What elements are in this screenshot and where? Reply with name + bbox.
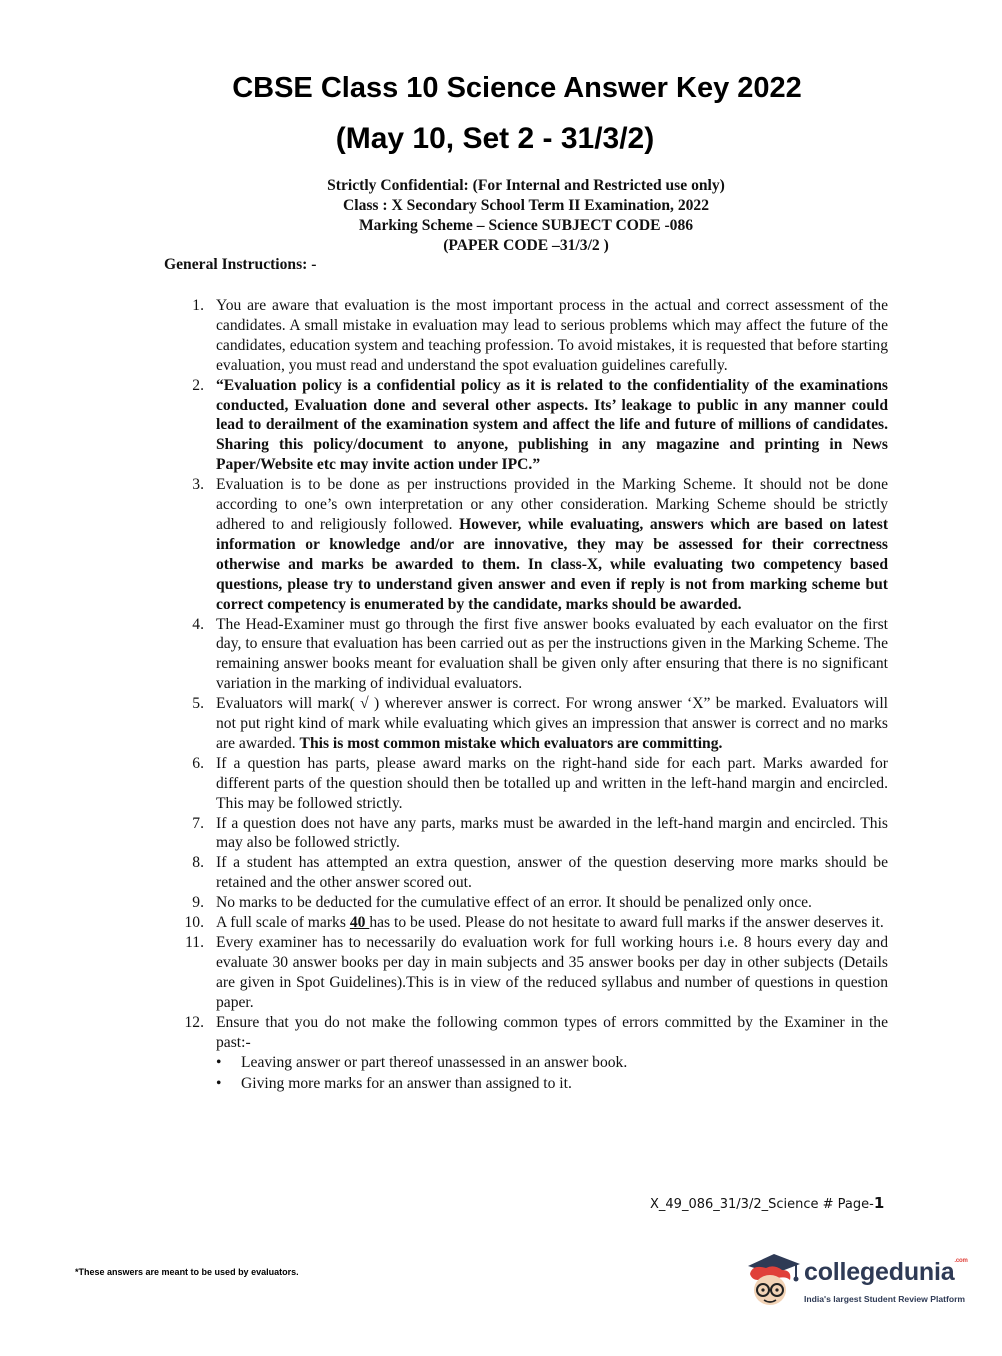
- page-number: 1: [873, 1194, 885, 1212]
- instruction-item: [164, 933, 888, 1013]
- item-text: “Evaluation policy is a confidential policy as it is related to the confidentiality of the examinations conducted, Evaluation done and several other aspects. Its’ leakage to public in any manner could lead to derailment of the examination system and affect the life and future of millions of candidates. Sharing this policy/document to anyone, publishing in any magazine and printing in News Paper/Website etc may invite action under IPC.”: [216, 376, 888, 474]
- item-text: The Head-Examiner must go through the first five answer books evaluated by each evaluator on the first day, to ensure that evaluation has been carried out as per the instructions given in the Marking Scheme. The remaining answer books meant for evaluation shall be given only after ensuring that there is no significant variation in the marking of individual evaluators.: [216, 615, 888, 693]
- instruction-item: [164, 615, 888, 695]
- instruction-item: [164, 893, 888, 913]
- instruction-item: [164, 1013, 888, 1095]
- instruction-item: [164, 754, 888, 814]
- confidential-header: [0, 176, 1002, 256]
- bullet-icon: •: [216, 1054, 222, 1072]
- instruction-item: [164, 376, 888, 476]
- item-text: Evaluators will mark( √ ) wherever answer is correct. For wrong answer ‘X” be marked. Evaluators will not put right kind of mark while evaluating which gives an impression that answer is correct and no marks are awarded.: [216, 695, 888, 752]
- logo-wordmark: [804, 1258, 968, 1287]
- document-subtitle: (May 10, Set 2 - 31/3/2): [335, 122, 655, 155]
- item-number: 11.: [185, 934, 204, 951]
- bullet-text: Leaving answer or part thereof unassessed in an answer book.: [241, 1054, 628, 1072]
- item-number: 12.: [184, 1013, 204, 1031]
- item-text: Ensure that you do not make the following common types of errors committed by the Examiner in the past:-: [216, 1013, 888, 1051]
- header-line-paper-code: (PAPER CODE –31/3/2 ): [443, 237, 609, 254]
- item-number: 4.: [192, 615, 204, 633]
- item-text: If a student has attempted an extra question, answer of the question deserving more marks should be retained and the other answer scored out.: [216, 854, 888, 892]
- item-text-bold: This is most common mistake which evaluators are committing.: [299, 734, 723, 752]
- bullet-item: [216, 1073, 888, 1094]
- item-number: 1.: [192, 297, 204, 314]
- evaluator-footnote: *These answers are meant to be used by evaluators.: [75, 1267, 299, 1277]
- full-marks-value: 40: [349, 914, 370, 932]
- item-number: 5.: [192, 695, 204, 713]
- error-types-list: [216, 1052, 888, 1094]
- bullet-item: [216, 1052, 888, 1073]
- item-text: A full scale of marks: [216, 914, 350, 932]
- item-number: 10.: [184, 914, 204, 932]
- logo-brand-suffix: .com: [954, 1258, 968, 1264]
- logo-brand-text: collegedunia: [804, 1258, 955, 1286]
- instructions-list: [164, 296, 888, 1094]
- item-number: 8.: [192, 854, 204, 872]
- instruction-item: [164, 296, 888, 376]
- item-number: 2.: [192, 376, 204, 394]
- item-text: You are aware that evaluation is the most important process in the actual and correct assessment of the candidates. A small mistake in evaluation may lead to serious problems which may affect the future of the candidates, education system and teaching profession. To avoid mistakes, it is requested that before starting evaluation, you must read and understand the spot evaluation guidelines carefully.: [216, 297, 888, 374]
- item-text: If a question has parts, please award marks on the right-hand side for each part. Marks awarded for different parts of the question should then be totalled up and written in the left-hand margin and encircled. This may be followed strictly.: [216, 754, 888, 812]
- collegedunia-logo: [742, 1250, 974, 1314]
- instruction-item: [164, 814, 888, 854]
- item-number: 3.: [192, 476, 204, 494]
- instruction-item: [164, 853, 888, 893]
- item-text: Evaluation is to be done as per instructions provided in the Marking Scheme. It should not be done according to one’s own interpretation or any other consideration. Marking Scheme should be strictly adhered to and religiously followed.: [216, 476, 888, 533]
- instruction-item: [164, 913, 888, 933]
- bullet-icon: •: [216, 1075, 222, 1093]
- item-number: 7.: [192, 814, 204, 832]
- item-text: Every examiner has to necessarily do evaluation work for full working hours i.e. 8 hours every day and evaluate 30 answer books per day in main subjects and 35 answer books per day in other subjects (Details are given in Spot Guidelines).This is in view of the reduced syllabus and number of questions in question paper.: [216, 934, 888, 1011]
- instruction-item: [164, 694, 888, 754]
- page-reference: [650, 1194, 884, 1212]
- general-instructions-heading: General Instructions: -: [164, 256, 317, 273]
- bullet-text: Giving more marks for an answer than assigned to it.: [241, 1075, 572, 1093]
- header-line-marking-scheme: Marking Scheme – Science SUBJECT CODE -086: [358, 217, 694, 234]
- item-text: has to be used. Please do not hesitate to award full marks if the answer deserves it.: [369, 914, 884, 932]
- item-text: If a question does not have any parts, marks must be awarded in the left-hand margin and encircled. This may also be followed strictly.: [216, 814, 888, 852]
- header-line-confidential: Strictly Confidential: (For Internal and Restricted use only): [327, 177, 725, 194]
- page-reference-text: X_49_086_31/3/2_Science # Page-: [650, 1197, 874, 1212]
- item-text: No marks to be deducted for the cumulative effect of an error. It should be penalized only once.: [216, 894, 812, 912]
- item-number: 6.: [192, 754, 204, 772]
- item-number: 9.: [192, 894, 204, 912]
- mascot-icon: [742, 1250, 802, 1314]
- instruction-item: [164, 475, 888, 614]
- logo-tagline: India's largest Student Review Platform: [804, 1294, 966, 1304]
- item-text-bold: However, while evaluating, answers which are based on latest information or knowledge and/or are innovative, they may be assessed for their correctness otherwise and marks be awarded to them. In class-X, while evaluating two competency based questions, please try to understand given answer and even if reply is not from marking scheme but correct competency is enumerated by the candidate, marks should be awarded.: [216, 515, 889, 613]
- document-title: CBSE Class 10 Science Answer Key 2022: [232, 72, 802, 104]
- header-line-class: Class : X Secondary School Term II Examination, 2022: [342, 197, 710, 214]
